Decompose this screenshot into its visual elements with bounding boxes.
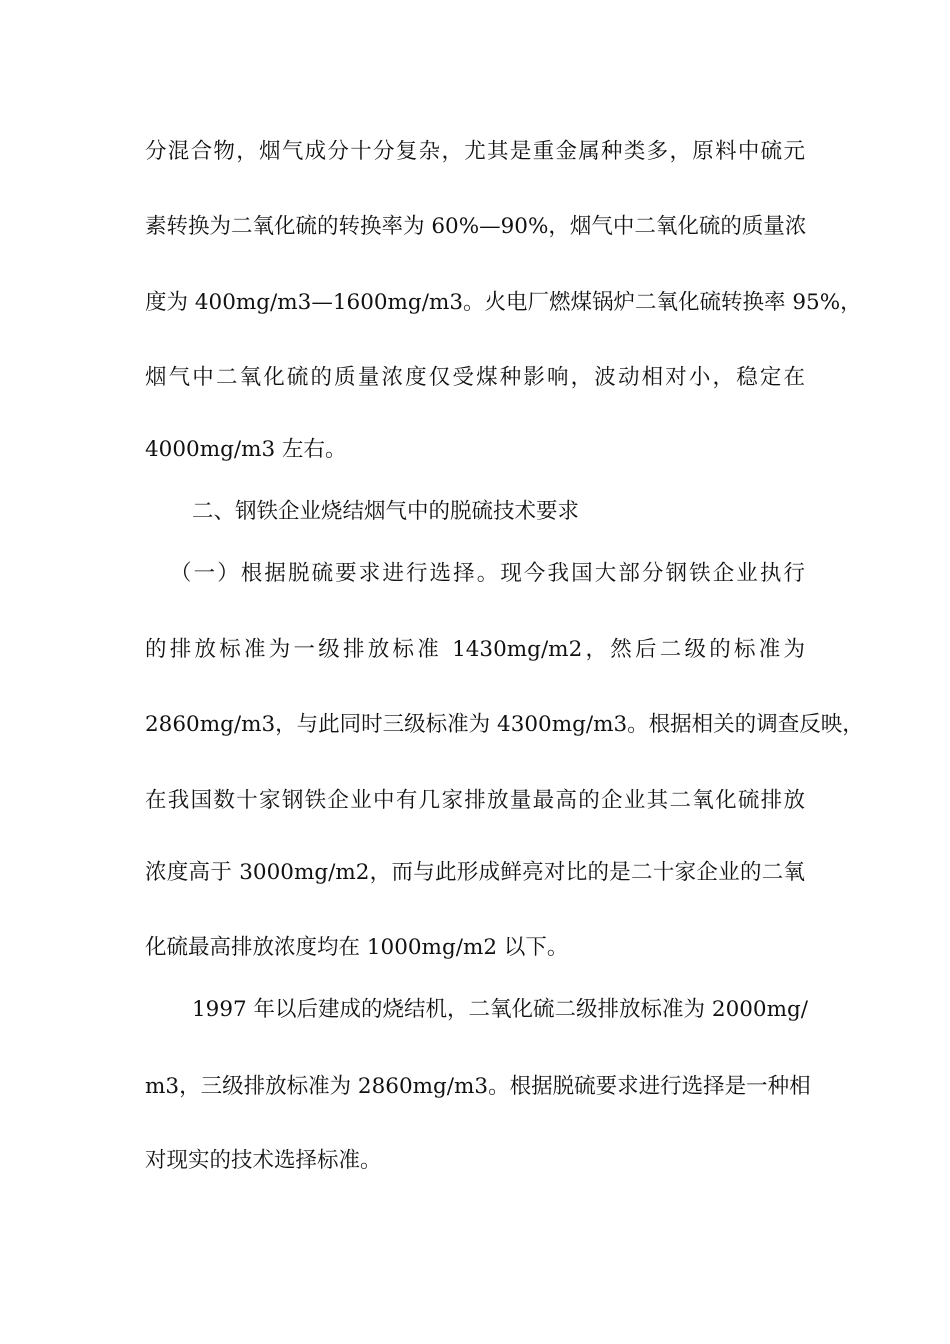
text-line-13: 1997 年以后建成的烧结机，二氧化硫二级排放标准为 2000mg/ [192,997,808,1022]
text-line-3: 度为 400mg/m3—1600mg/m3。火电厂燃煤锅炉二氧化硫转换率 95%， [145,290,862,315]
text-line-1: 分混合物，烟气成分十分复杂，尤其是重金属种类多，原料中硫元 [145,139,805,164]
section-heading: 二、钢铁企业烧结烟气中的脱硫技术要求 [192,499,580,524]
text-line-9: 2860mg/m3，与此同时三级标准为 4300mg/m3。根据相关的调查反映， [145,712,864,737]
text-line-5: 4000mg/m3 左右。 [145,437,347,462]
text-line-15: 对现实的技术选择标准。 [145,1148,382,1173]
text-line-7: （一）根据脱硫要求进行选择。现今我国大部分钢铁企业执行 [170,561,805,586]
text-line-12: 化硫最高排放浓度均在 1000mg/m2 以下。 [145,935,569,960]
text-line-11: 浓度高于 3000mg/m2，而与此形成鲜亮对比的是二十家企业的二氧 [145,860,805,885]
text-line-14: m3，三级排放标准为 2860mg/m3。根据脱硫要求进行选择是一种相 [145,1074,811,1099]
text-line-8: 的排放标准为一级排放标准 1430mg/m2，然后二级的标准为 [145,637,805,662]
text-line-2: 素转换为二氧化硫的转换率为 60%—90%，烟气中二氧化硫的质量浓 [145,214,807,239]
text-line-10: 在我国数十家钢铁企业中有几家排放量最高的企业其二氧化硫排放 [145,788,805,813]
text-line-4: 烟气中二氧化硫的质量浓度仅受煤种影响，波动相对小，稳定在 [145,365,805,390]
